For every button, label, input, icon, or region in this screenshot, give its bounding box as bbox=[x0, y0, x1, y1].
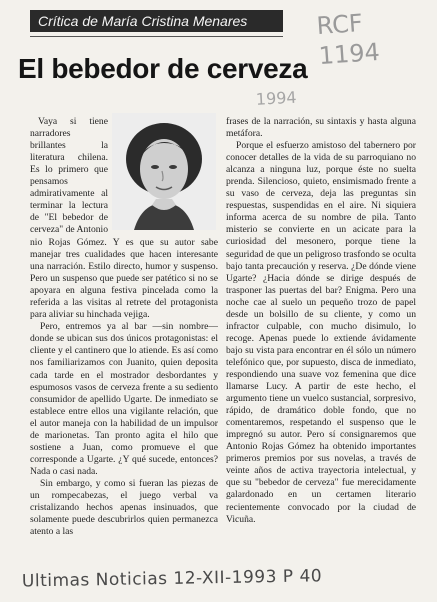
handwritten-year: 1994 bbox=[255, 87, 298, 109]
paragraph: frases de la narración, su sintaxis y hasta alguna metáfora. bbox=[226, 116, 416, 140]
handwritten-reference bbox=[316, 5, 411, 81]
column-right bbox=[226, 116, 416, 573]
portrait-image bbox=[112, 113, 216, 230]
kicker-rule bbox=[30, 36, 283, 37]
paragraph: Pero, entremos ya al bar —sin nombre— donde se ubican sus dos únicos protagonistas: el cliente y el cantinero que lo atiende. Es así como nos familiarizamos con Juanito, quien deposita cada tarde en el mostrador desbordantes y espumosos vasos de cerveza frente a su sediento consumidor de apellido Ugarte. De inmediato se establece entre ellos una vigilante relación, que el autor maneja con la habilidad de un impulsor de marionetas. Tan pronto agita el hilo que sostiene a Juan, como promueve el que corresponde a Ugarte. ¿Y qué sucede, entonces? Nada o casi nada. bbox=[30, 321, 218, 477]
paragraph: nio Rojas Gómez. Y es que su autor sabe manejar tres cualidades que hacen interesante una narración. Estilo directo, humor y suspenso. Pero un suspenso que puede ser patético si no se apoyara en alguna festiva pincelada como la referida a las visitas al retrete del protagonista para aliviar su hinchada vejiga. bbox=[30, 237, 218, 321]
kicker-byline: Crítica de María Cristina Menares bbox=[30, 10, 283, 32]
handwritten-source-note: Ultimas Noticias 12-XII-1993 P 40 bbox=[21, 566, 323, 592]
column-left-top bbox=[30, 116, 108, 236]
column-left-bottom bbox=[30, 237, 218, 567]
handwritten-reference-line: 1194 bbox=[317, 37, 381, 71]
handwritten-reference-line: RCF bbox=[315, 9, 364, 41]
paragraph: Sin embargo, y como si fueran las piezas de un rompecabezas, el juego verbal va cristalizando hechos apenas insinuados, que solamente puede descubrirlos quien permanezca atento a las bbox=[30, 477, 218, 538]
author-portrait-icon bbox=[112, 113, 216, 230]
paragraph: Vaya si tiene narradores brillantes la literatura chilena. Es lo primero que pensamos admirativamente al terminar la lectura de "El bebedor de cerveza" de Antonio bbox=[30, 116, 108, 236]
paragraph: Porque el esfuerzo amistoso del tabernero por conocer detalles de la vida de su parroquiano no alcanza a ninguna luz, porque éste no suelta prenda. Silencioso, quieto, ensimismado frente a su vaso de cerveza, deja las preguntas sin respuestas, suspendidas en el aire. Ni siquiera informa acerca de su nombre de pila. Tanto misterio se convierte en un acicate para la curiosidad del mesonero, porque tiene la seguridad de que un peligroso trasfondo se oculta bajo tanta precaución y reserva. ¿De dónde viene Ugarte? ¿Hacia dónde se dirige después de trasponer las puertas del bar? Enigma. Pero una noche cae al suelo un pequeño trozo de papel desde un bolsillo de su cliente, y como un infractor culpable, con mucho disimulo, lo recoge. Apenas puede lo extiende ávidamente bajo su vista para encontrar en él sólo un número telefónico que, por supuesto, disca de inmediato, respondiendo una suave voz femenina que dice llamarse Lucy. A partir de este hecho, el argumento tiene un vuelco sustancial, sorpresivo, rápido, de dramático doble fondo, que no comentaremos, respetando el suspenso que le impregnó su autor. Pero sí consignaremos que Antonio Rojas Gómez ha obtenido importantes primeros premios por sus novelas, a través de veinte años de activa trayectoria intelectual, y que su "bebedor de cerveza" fue merecidamente galardonado en un certamen literario recientemente convocado por la ciudad de Vicuña. bbox=[226, 140, 416, 525]
headline: El bebedor de cerveza bbox=[18, 53, 308, 84]
